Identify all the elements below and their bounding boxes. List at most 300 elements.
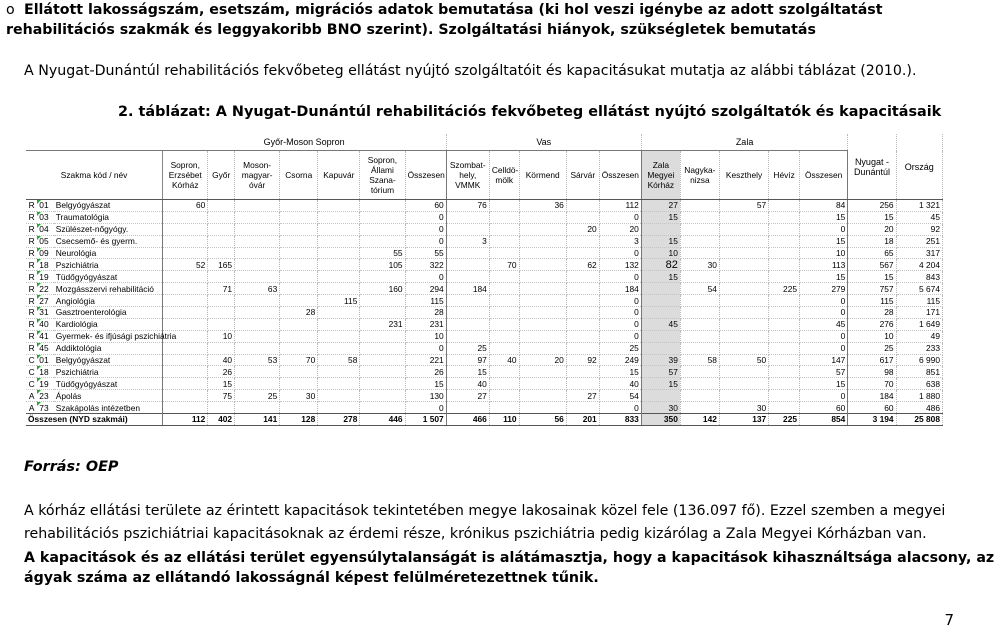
col-header-szakma: Szakma kód / név: [26, 151, 163, 200]
table-cell: [641, 307, 680, 319]
table-cell: [519, 402, 566, 414]
table-cell: [769, 271, 800, 283]
table-cell: [519, 307, 566, 319]
row-code: 04: [37, 223, 53, 235]
page-number: 7: [944, 611, 954, 629]
table-cell: 15: [800, 235, 848, 247]
table-cell: 54: [680, 283, 719, 295]
table-cell: 160: [360, 283, 405, 295]
table-cell: [360, 200, 405, 212]
table-cell: [235, 211, 280, 223]
row-type: R: [26, 318, 37, 330]
table-cell: 26: [208, 366, 235, 378]
table-cell: [769, 318, 800, 330]
table-row: [26, 330, 943, 342]
total-cell: 466: [446, 414, 489, 426]
table-cell: 63: [235, 283, 280, 295]
row-code: 03: [37, 211, 53, 223]
bold-paragraph-1: A kapacitások és az ellátási terület egyensúlytalanságát is alátámasztja, hogy a kapacitások kihasználtsága alacsony, az: [24, 550, 994, 566]
table-cell: [235, 366, 280, 378]
table-cell: 25: [599, 342, 641, 354]
table-cell: [235, 235, 280, 247]
table-cell: 45: [896, 211, 942, 223]
table-cell: 30: [719, 402, 768, 414]
table-cell: 251: [896, 235, 942, 247]
table-cell: [208, 211, 235, 223]
table-cell: [489, 247, 519, 259]
row-type: R: [26, 235, 37, 247]
table-cell: 92: [566, 354, 599, 366]
total-cell: 854: [800, 414, 848, 426]
table-cell: [280, 211, 318, 223]
table-cell: 4 204: [896, 259, 942, 271]
table-cell: [489, 271, 519, 283]
row-code: 45: [37, 342, 53, 354]
table-cell: [360, 366, 405, 378]
table-cell: 0: [405, 235, 446, 247]
table-cell: [360, 342, 405, 354]
table-cell: [489, 402, 519, 414]
table-cell: [769, 247, 800, 259]
table-cell: [680, 402, 719, 414]
table-cell: 617: [848, 354, 896, 366]
table-cell: [519, 271, 566, 283]
table-cell: [769, 235, 800, 247]
table-cell: 15: [800, 378, 848, 390]
table-cell: [318, 211, 360, 223]
table-cell: [446, 247, 489, 259]
table-cell: [360, 223, 405, 235]
table-cell: [719, 307, 768, 319]
row-name: Pszichiátria: [54, 259, 163, 271]
table-cell: [235, 223, 280, 235]
row-type: R: [26, 295, 37, 307]
table-cell: 10: [641, 247, 680, 259]
table-cell: [280, 295, 318, 307]
table-cell: [566, 235, 599, 247]
intro-paragraph: A Nyugat-Dunántúl rehabilitációs fekvőbeteg ellátást nyújtó szolgáltatóit és kapacitásukat mutatja az alábbi táblázat (2010.).: [24, 63, 917, 79]
table-cell: [235, 378, 280, 390]
table-cell: 62: [566, 259, 599, 271]
table-title: 2. táblázat: A Nyugat-Dunántúl rehabilitációs fekvőbeteg ellátást nyújtó szolgáltatók és kapacitásaik: [118, 104, 942, 120]
table-cell: 279: [800, 283, 848, 295]
table-cell: [769, 402, 800, 414]
table-cell: [719, 378, 768, 390]
table-row: [26, 235, 943, 247]
table-cell: [566, 271, 599, 283]
table-cell: [519, 235, 566, 247]
row-name: Szülészet-nőgyógy.: [54, 223, 163, 235]
table-cell: 20: [519, 354, 566, 366]
table-cell: 70: [489, 259, 519, 271]
table-cell: 130: [405, 390, 446, 402]
table-cell: 58: [680, 354, 719, 366]
table-cell: [280, 378, 318, 390]
table-cell: 0: [405, 342, 446, 354]
table-cell: [680, 200, 719, 212]
row-code: 73: [37, 402, 53, 414]
table-cell: 0: [405, 223, 446, 235]
table-cell: [280, 342, 318, 354]
total-cell: 402: [208, 414, 235, 426]
table-cell: 0: [599, 211, 641, 223]
table-cell: [360, 390, 405, 402]
row-code: 18: [37, 259, 53, 271]
table-cell: 18: [848, 235, 896, 247]
row-name: Szakápolás intézetben: [54, 402, 163, 414]
table-cell: [769, 390, 800, 402]
table-cell: [280, 318, 318, 330]
table-cell: [519, 247, 566, 259]
table-cell: [566, 366, 599, 378]
table-cell: [519, 378, 566, 390]
table-cell: [519, 318, 566, 330]
table-cell: [318, 378, 360, 390]
group-header-zala: Zala: [641, 134, 847, 151]
col-header-gyor: Győr: [208, 151, 235, 200]
table-cell: 57: [641, 366, 680, 378]
table-cell: 5 674: [896, 283, 942, 295]
col-header-zala-megyei-korhaz: Zala Megyei Kórház: [641, 151, 680, 200]
table-cell: [163, 366, 208, 378]
table-cell: 171: [896, 307, 942, 319]
table-cell: [208, 402, 235, 414]
table-cell: [163, 307, 208, 319]
table-row: [26, 211, 943, 223]
col-header-sopron-erzsebet: Sopron, Erzsébet Kórház: [163, 151, 208, 200]
table-cell: 132: [599, 259, 641, 271]
table-cell: [163, 402, 208, 414]
table-cell: [318, 247, 360, 259]
table-cell: [446, 223, 489, 235]
table-row: [26, 318, 943, 330]
table-cell: [641, 223, 680, 235]
total-cell: 446: [360, 414, 405, 426]
table-cell: 249: [599, 354, 641, 366]
row-name: Kardiológia: [54, 318, 163, 330]
row-code: 23: [37, 390, 53, 402]
row-code: 19: [37, 378, 53, 390]
table-row: [26, 223, 943, 235]
table-cell: [680, 330, 719, 342]
table-cell: [235, 295, 280, 307]
table-cell: 45: [800, 318, 848, 330]
table-cell: 15: [848, 271, 896, 283]
row-code: 01: [37, 200, 53, 212]
table-cell: [719, 235, 768, 247]
table-cell: [566, 342, 599, 354]
table-group-header-row: [26, 134, 943, 151]
table-cell: [769, 366, 800, 378]
table-cell: [680, 223, 719, 235]
row-name: Csecsemő- és gyerm.: [54, 235, 163, 247]
group-header-gyor-moson-sopron: Győr-Moson Sopron: [163, 134, 447, 151]
table-cell: [235, 307, 280, 319]
table-cell: 115: [848, 295, 896, 307]
table-cell: [769, 342, 800, 354]
col-header-csorna: Csorna: [280, 151, 318, 200]
table-row: [26, 390, 943, 402]
table-cell: [719, 247, 768, 259]
table-cell: 486: [896, 402, 942, 414]
table-cell: 231: [360, 318, 405, 330]
row-name: Gasztroenterológia: [54, 307, 163, 319]
table-cell: [163, 318, 208, 330]
table-cell: 638: [896, 378, 942, 390]
table-cell: 6 990: [896, 354, 942, 366]
row-name: Addiktológia: [54, 342, 163, 354]
table-cell: [719, 223, 768, 235]
table-cell: [318, 223, 360, 235]
row-name: Neurológia: [54, 247, 163, 259]
row-type: R: [26, 307, 37, 319]
table-cell: 0: [800, 223, 848, 235]
table-cell: [489, 366, 519, 378]
table-cell: 25: [848, 342, 896, 354]
total-cell: 350: [641, 414, 680, 426]
table-cell: [208, 247, 235, 259]
col-header-nagykanizsa: Nagyka-nizsa: [680, 151, 719, 200]
table-cell: 15: [208, 378, 235, 390]
total-label: Összesen (NYD szakmái): [26, 414, 163, 426]
table-cell: 165: [208, 259, 235, 271]
table-cell: [318, 318, 360, 330]
table-cell: 0: [405, 402, 446, 414]
total-cell: 225: [769, 414, 800, 426]
table-cell: 60: [163, 200, 208, 212]
table-cell: [163, 354, 208, 366]
table-cell: 115: [318, 295, 360, 307]
table-cell: [680, 247, 719, 259]
table-cell: [680, 295, 719, 307]
capacity-table: [26, 134, 943, 426]
table-cell: 3: [599, 235, 641, 247]
table-cell: [566, 307, 599, 319]
table-cell: [719, 283, 768, 295]
table-row: [26, 283, 943, 295]
table-cell: 10: [848, 330, 896, 342]
table-cell: [360, 307, 405, 319]
table-cell: 20: [566, 223, 599, 235]
table-cell: 294: [405, 283, 446, 295]
row-type: C: [26, 378, 37, 390]
table-cell: 231: [405, 318, 446, 330]
total-cell: 201: [566, 414, 599, 426]
row-code: 18: [37, 366, 53, 378]
table-cell: [641, 283, 680, 295]
table-cell: [318, 200, 360, 212]
table-cell: [360, 330, 405, 342]
table-row: [26, 342, 943, 354]
table-cell: [489, 378, 519, 390]
table-cell: 57: [719, 200, 768, 212]
table-row: [26, 247, 943, 259]
table-cell: 92: [896, 223, 942, 235]
table-cell: [446, 402, 489, 414]
total-cell: 25 808: [896, 414, 942, 426]
col-header-keszthely: Keszthely: [719, 151, 768, 200]
table-cell: [163, 283, 208, 295]
table-cell: [519, 390, 566, 402]
table-cell: [769, 378, 800, 390]
col-header-heviz: Hévíz: [769, 151, 800, 200]
table-cell: [519, 342, 566, 354]
row-code: 27: [37, 295, 53, 307]
table-cell: [680, 211, 719, 223]
table-cell: [208, 200, 235, 212]
table-cell: 567: [848, 259, 896, 271]
table-cell: [280, 283, 318, 295]
table-cell: 75: [208, 390, 235, 402]
row-type: R: [26, 200, 37, 212]
col-header-orszag: Ország: [896, 134, 942, 200]
table-total-row: [26, 414, 943, 426]
table-cell: 20: [848, 223, 896, 235]
intro-bullet-text: Ellátott lakosságszám, esetszám, migrációs adatok bemutatása (ki hol veszi igénybe az adott szolgáltatást rehabilitációs szakmák és leggyakoribb BNO szerint). Szolgáltatási hiányok, szükségletek bemutatás: [6, 2, 883, 38]
table-cell: 15: [641, 378, 680, 390]
table-cell: [769, 223, 800, 235]
table-cell: 10: [800, 247, 848, 259]
table-row: [26, 354, 943, 366]
col-header-gyms-osszesen: Összesen: [405, 151, 446, 200]
col-header-sarvar: Sárvár: [566, 151, 599, 200]
table-cell: [719, 318, 768, 330]
table-cell: [719, 211, 768, 223]
table-cell: 0: [800, 390, 848, 402]
table-cell: [769, 307, 800, 319]
table-cell: 757: [848, 283, 896, 295]
col-header-nyugat-dunantul: Nyugat - Dunántúl: [848, 134, 896, 200]
table-cell: [208, 235, 235, 247]
table-cell: [318, 390, 360, 402]
table-cell: [318, 307, 360, 319]
table-cell: 49: [896, 330, 942, 342]
table-cell: [489, 330, 519, 342]
table-cell: 0: [800, 307, 848, 319]
table-cell: 25: [235, 390, 280, 402]
table-cell: [769, 295, 800, 307]
table-cell: 70: [848, 378, 896, 390]
table-cell: 105: [360, 259, 405, 271]
table-cell: 60: [848, 402, 896, 414]
row-type: R: [26, 259, 37, 271]
table-cell: [489, 211, 519, 223]
table-cell: 27: [566, 390, 599, 402]
col-header-kormend: Körmend: [519, 151, 566, 200]
table-cell: 15: [800, 271, 848, 283]
table-cell: [360, 271, 405, 283]
table-cell: [280, 259, 318, 271]
table-cell: [719, 342, 768, 354]
table-cell: [360, 211, 405, 223]
intro-bullet-paragraph: [6, 0, 956, 40]
table-cell: 40: [489, 354, 519, 366]
total-cell: 137: [719, 414, 768, 426]
table-cell: [680, 307, 719, 319]
row-type: R: [26, 283, 37, 295]
table-cell: [566, 330, 599, 342]
table-cell: [680, 318, 719, 330]
table-cell: 184: [446, 283, 489, 295]
table-cell: [519, 295, 566, 307]
table-cell: 40: [446, 378, 489, 390]
table-cell: [641, 330, 680, 342]
table-row: [26, 378, 943, 390]
row-name: Ápolás: [54, 390, 163, 402]
table-cell: [519, 211, 566, 223]
table-cell: [360, 378, 405, 390]
table-cell: 58: [318, 354, 360, 366]
table-cell: [680, 378, 719, 390]
table-cell: [566, 295, 599, 307]
table-cell: 54: [599, 390, 641, 402]
table-cell: [360, 295, 405, 307]
table-cell: [719, 366, 768, 378]
table-cell: [489, 390, 519, 402]
total-cell: 3 194: [848, 414, 896, 426]
table-cell: [280, 330, 318, 342]
table-cell: 30: [641, 402, 680, 414]
table-cell: 843: [896, 271, 942, 283]
table-cell: 57: [800, 366, 848, 378]
total-cell: 141: [235, 414, 280, 426]
table-cell: 15: [405, 378, 446, 390]
table-cell: 112: [599, 200, 641, 212]
table-cell: 15: [599, 366, 641, 378]
table-cell: [566, 402, 599, 414]
table-cell: [163, 223, 208, 235]
table-cell: 0: [599, 247, 641, 259]
table-cell: 10: [405, 330, 446, 342]
row-code: 40: [37, 318, 53, 330]
table-cell: [235, 200, 280, 212]
table-cell: 851: [896, 366, 942, 378]
table-cell: [208, 318, 235, 330]
table-cell: 15: [446, 366, 489, 378]
row-type: R: [26, 223, 37, 235]
table-cell: [280, 235, 318, 247]
table-cell: 28: [280, 307, 318, 319]
table-cell: [318, 402, 360, 414]
table-cell: [446, 330, 489, 342]
table-cell: 15: [641, 235, 680, 247]
table-cell: 55: [405, 247, 446, 259]
row-type: A: [26, 402, 37, 414]
table-cell: [235, 318, 280, 330]
table-cell: 50: [719, 354, 768, 366]
table-cell: 40: [208, 354, 235, 366]
row-code: 41: [37, 330, 53, 342]
table-cell: 26: [405, 366, 446, 378]
table-cell: 0: [599, 295, 641, 307]
table-cell: 0: [800, 295, 848, 307]
table-cell: 256: [848, 200, 896, 212]
table-cell: 60: [405, 200, 446, 212]
table-cell: [680, 366, 719, 378]
table-cell: [208, 342, 235, 354]
table-cell: [566, 318, 599, 330]
table-cell: 28: [848, 307, 896, 319]
total-cell: 128: [280, 414, 318, 426]
row-type: R: [26, 211, 37, 223]
row-type: C: [26, 354, 37, 366]
table-cell: [566, 283, 599, 295]
table-cell: 55: [360, 247, 405, 259]
table-cell: [208, 295, 235, 307]
table-cell: [680, 342, 719, 354]
table-cell: [318, 283, 360, 295]
total-cell: 142: [680, 414, 719, 426]
